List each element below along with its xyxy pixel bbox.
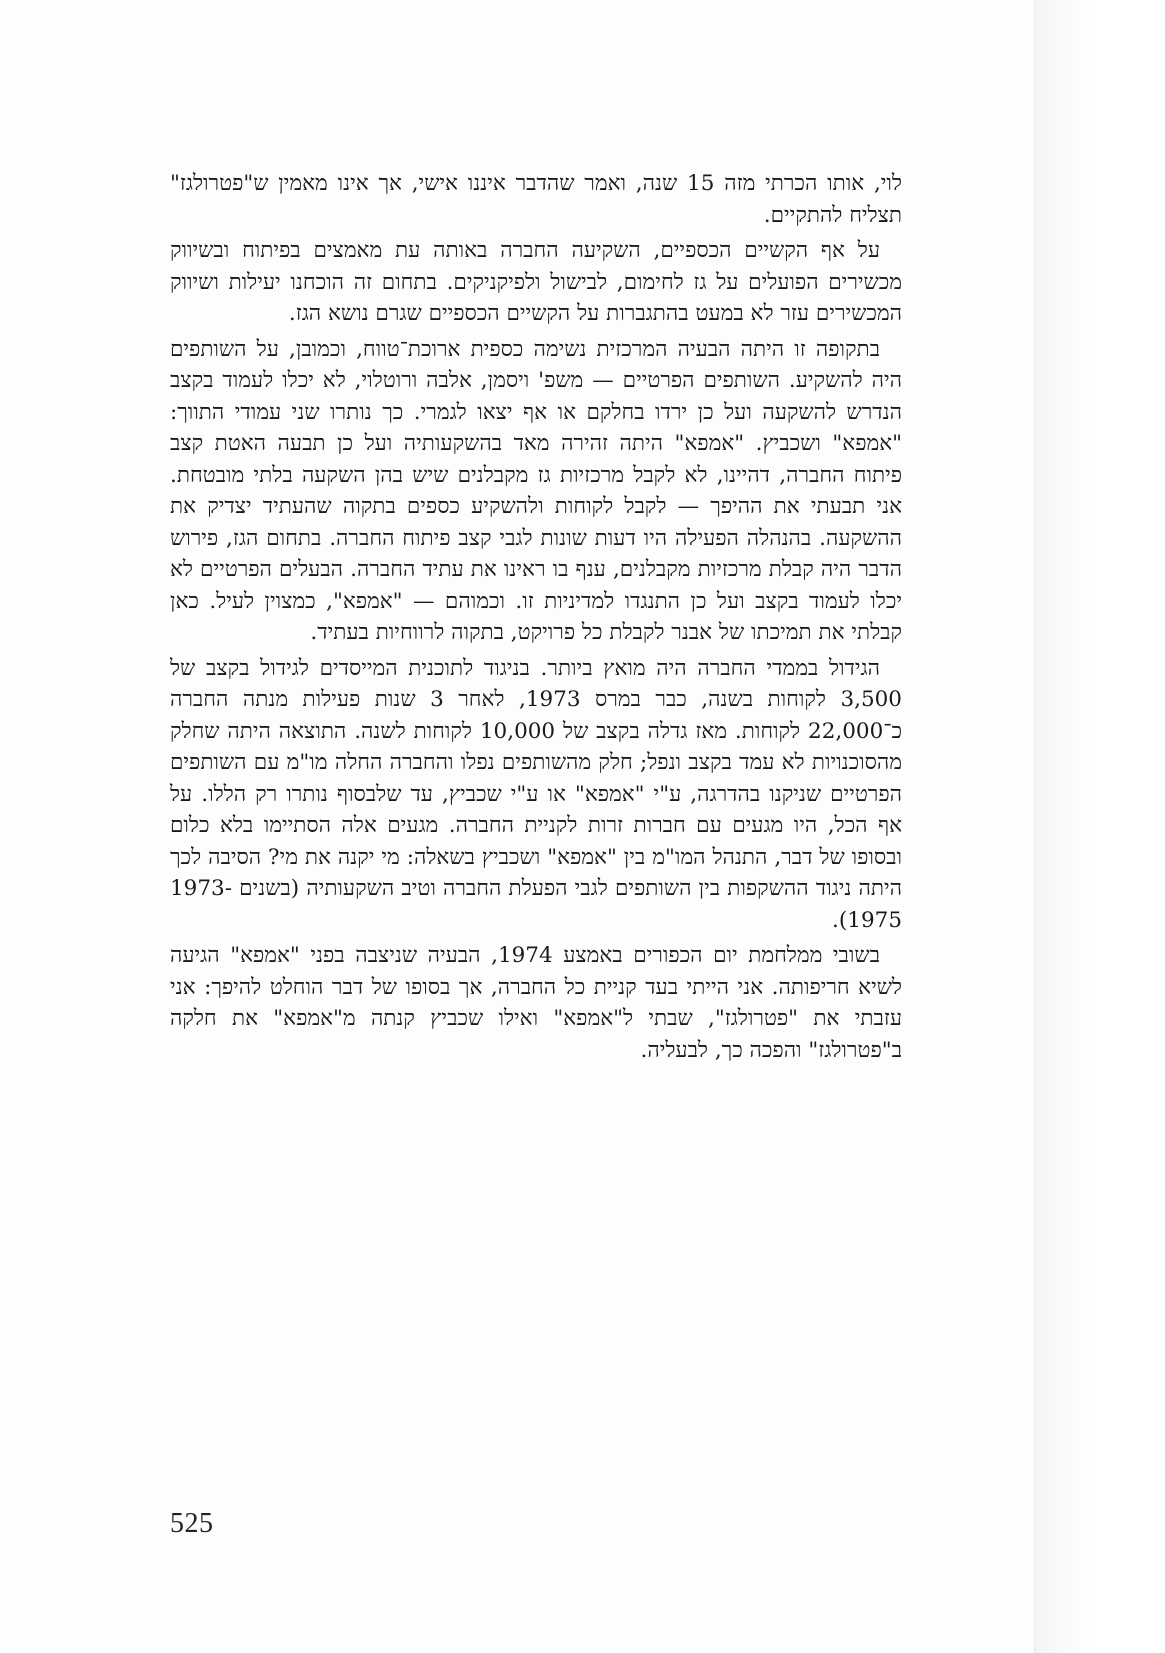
page-number: 525 [170,1508,214,1539]
body-text [170,168,902,1070]
paragraph-5: בשובי ממלחמת יום הכפורים באמצע 1974, הבעיה שניצבה בפני "אמפא" הגיעה לשיא חריפותה. אני הייתי בעד קניית כל החברה, אך בסופו של דבר הוחלט להיפך: אני עזבתי את "פטרולגז", שבתי ל"אמפא" ואילו שכביץ קנתה מ"אמפא" את חלקה ב"פטרולגז" והפכה כך, לבעליה. [170,943,902,1063]
paragraph-1: לוי, אותו הכרתי מזה 15 שנה, ואמר שהדבר איננו אישי, אך אינו מאמין ש"פטרולגז" תצליח להתקיים. [170,171,902,228]
paragraph-3: בתקופה זו היתה הבעיה המרכזית נשימה כספית ארוכת־טווח, וכמובן, על השותפים היה להשקיע. השותפים הפרטיים — משפ' ויסמן, אלבה ורוטלוי, לא יכלו לעמוד בקצב הנדרש להשקעה ועל כן ירדו בחלקם או אף יצאו לגמרי. כך נותרו שני עמודי התווך: "אמפא" ושכביץ. "אמפא" היתה זהירה מאד בהשקעותיה ועל כן תבעה האטת קצב פיתוח החברה, דהיינו, לא לקבל מרכזיות גז מקבלנים שיש בהן השקעה בלתי מובטחת. אני תבעתי את ההיפך — לקבל לקוחות ולהשקיע כספים בתקוה שהעתיד יצדיק את ההשקעה. בהנהלה הפעילה היו דעות שונות לגבי קצב פיתוח החברה. בתחום הגז, פירוש הדבר היה קבלת מרכזיות מקבלנים, ענף בו ראינו את עתיד החברה. הבעלים הפרטיים לא יכלו לעמוד בקצב ועל כן התנגדו למדיניות זו. וכמוהם — "אמפא", כמצוין לעיל. כאן קבלתי את תמיכתו של אבנר לקבלת כל פרויקט, בתקוה לרווחיות בעתיד. [170,336,902,645]
paragraph-2: על אף הקשיים הכספיים, השקיעה החברה באותה עת מאמצים בפיתוח ובשיווק מכשירים הפועלים על גז לחימום, לבישול ולפיקניקים. בתחום זה הוכחנו יעילות ושיווק המכשירים עזר לא במעט בהתגברות על הקשיים הכספיים שגרם נושא הגז. [170,238,902,326]
page-edge-shadow [1034,0,1165,1653]
paragraph-4: הגידול בממדי החברה היה מואץ ביותר. בניגוד לתוכנית המייסדים לגידול בקצב של 3,500 לקוחות בשנה, כבר במרס 1973, לאחר 3 שנות פעילות מנתה החברה כ־22,000 לקוחות. מאז גדלה בקצב של 10,000 לקוחות לשנה. התוצאה היתה שחלק מהסוכנויות לא עמד בקצב ונפל; חלק מהשותפים נפלו והחברה החלה מו"מ עם השותפים הפרטיים שניקנו בהדרגה, ע"י "אמפא" או ע"י שכביץ, עד שלבסוף נותרו רק הללו. על אף הכל, היו מגעים עם חברות זרות לקניית החברה. מגעים אלה הסתיימו בלא כלום ובסופו של דבר, התנהל המו"מ בין "אמפא" ושכביץ בשאלה: מי יקנה את מי? הסיבה לכך היתה ניגוד ההשקפות בין השותפים לגבי הפעלת החברה וטיב השקעותיה (בשנים 1973-1975). [170,655,902,933]
